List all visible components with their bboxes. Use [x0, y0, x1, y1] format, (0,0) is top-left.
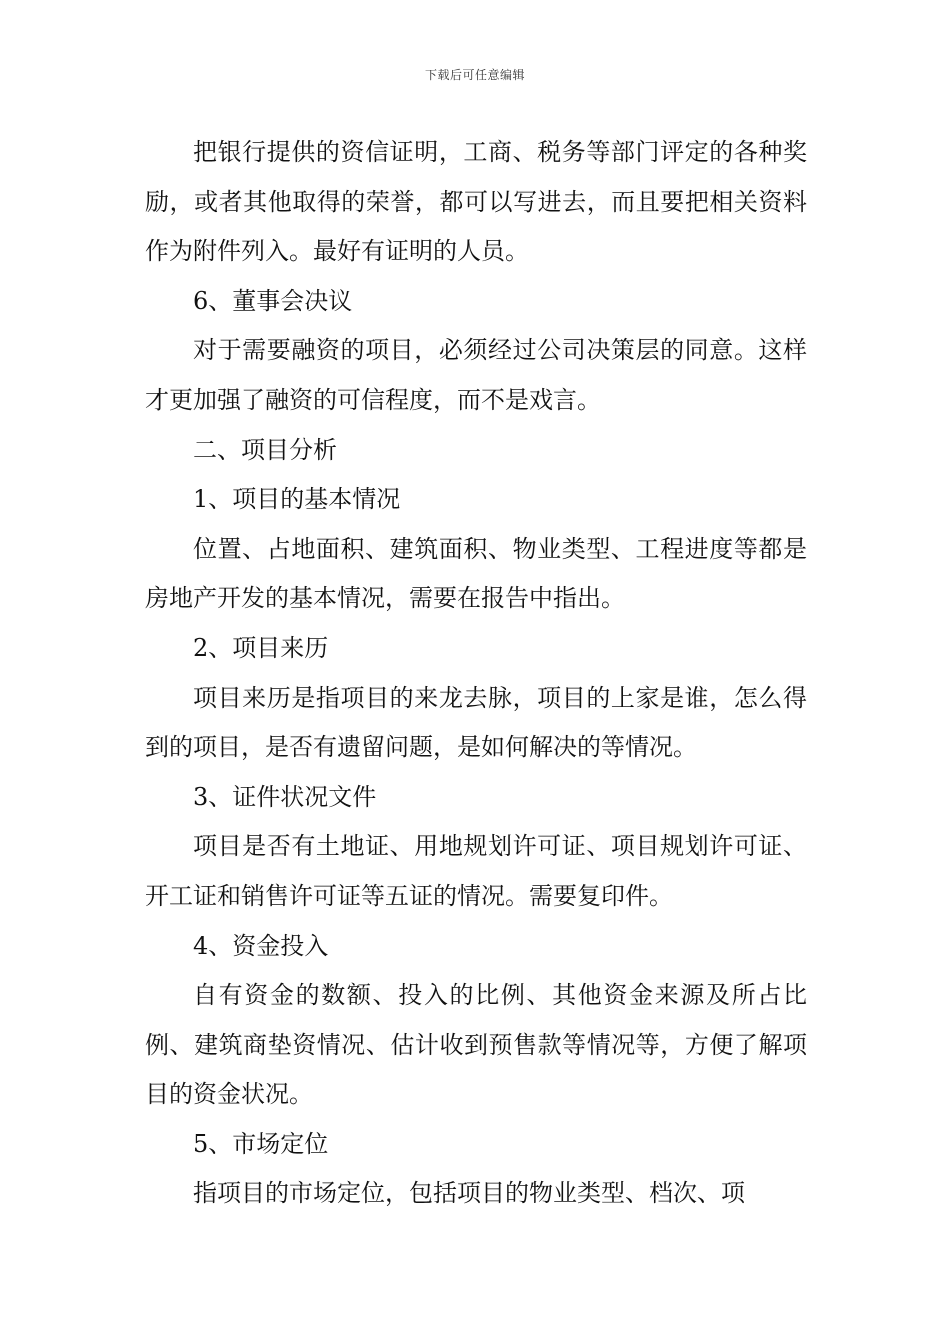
paragraph-capital-input: 自有资金的数额、投入的比例、其他资金来源及所占比例、建筑商垫资情况、估计收到预售款等情况等，方便了解项目的资金状况。	[145, 981, 807, 1109]
heading-basic-info: 1、项目的基本情况	[193, 485, 401, 514]
heading-capital-input: 4、资金投入	[193, 931, 329, 960]
heading-board-resolution: 6、董事会决议	[193, 286, 353, 315]
paragraph-credit-proof: 把银行提供的资信证明，工商、税务等部门评定的各种奖励，或者其他取得的荣誉，都可以写进去，而且要把相关资料作为附件列入。最好有证明的人员。	[145, 138, 807, 266]
paragraph-basic-info: 位置、占地面积、建筑面积、物业类型、工程进度等都是房地产开发的基本情况，需要在报告中指出。	[145, 534, 807, 613]
document-body	[145, 128, 807, 1219]
paragraph-project-origin: 项目来历是指项目的来龙去脉，项目的上家是谁，怎么得到的项目，是否有遗留问题，是如何解决的等情况。	[145, 683, 807, 762]
paragraph-market-positioning: 指项目的市场定位，包括项目的物业类型、档次、项	[193, 1179, 745, 1208]
heading-certificates: 3、证件状况文件	[193, 782, 377, 811]
heading-market-positioning: 5、市场定位	[193, 1129, 329, 1158]
heading-project-origin: 2、项目来历	[193, 633, 329, 662]
page-header: 下载后可任意编辑	[424, 68, 525, 82]
paragraph-board-resolution: 对于需要融资的项目，必须经过公司决策层的同意。这样才更加强了融资的可信程度，而不是戏言。	[145, 336, 807, 414]
heading-project-analysis: 二、项目分析	[193, 435, 337, 464]
paragraph-certificates: 项目是否有土地证、用地规划许可证、项目规划许可证、开工证和销售许可证等五证的情况。需要复印件。	[145, 832, 807, 910]
